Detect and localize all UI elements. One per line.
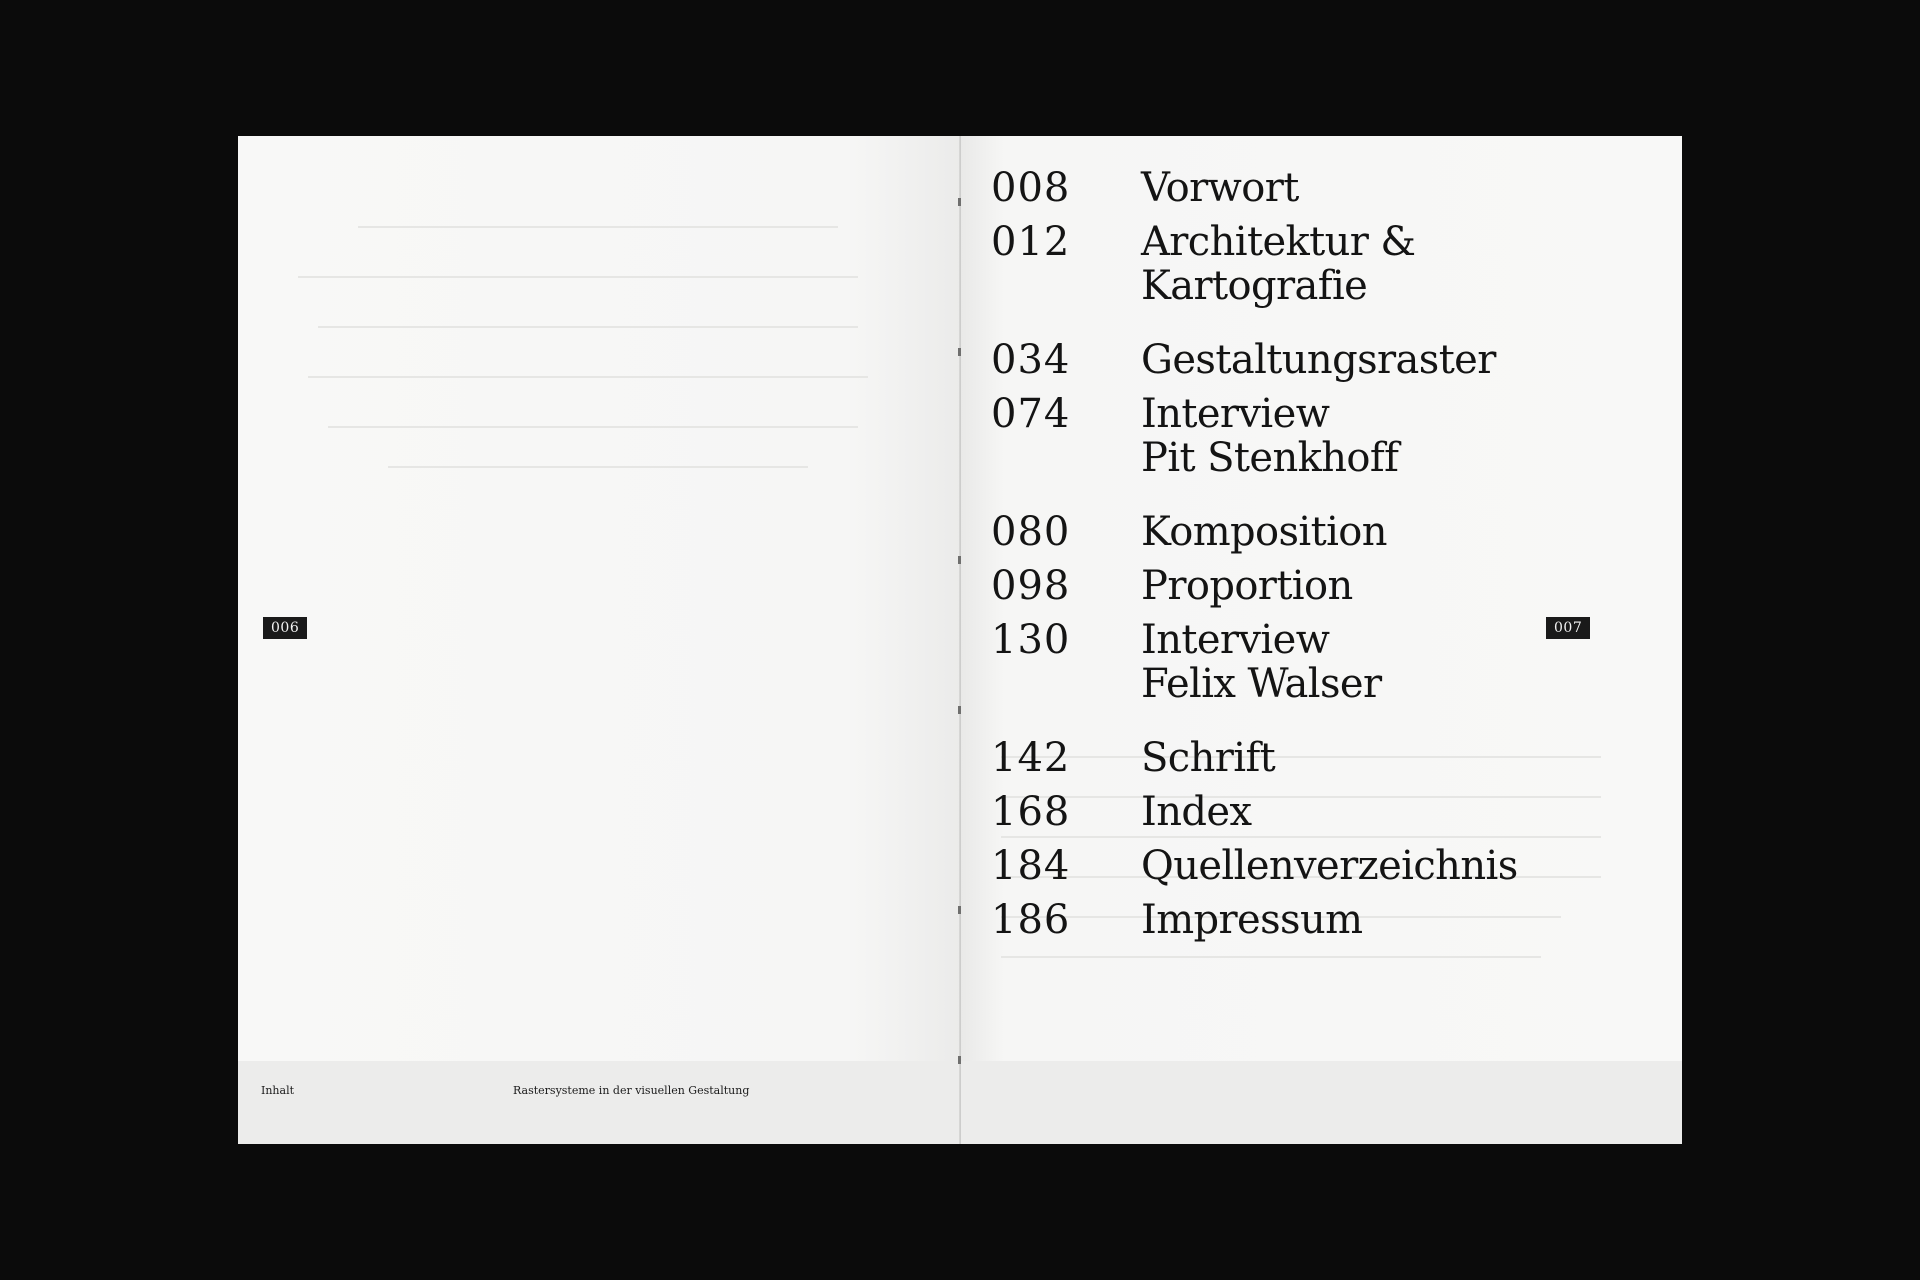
toc-title	[1141, 898, 1671, 942]
toc-title-line: Gestaltungsraster	[1141, 337, 1496, 383]
toc-page-number: 142	[991, 735, 1071, 781]
toc-page-number: 008	[991, 165, 1071, 211]
show-through-line	[328, 426, 858, 428]
page-number-badge: 007	[1546, 617, 1590, 639]
toc-title-line: Index	[1141, 789, 1252, 835]
toc-title-line: Interview	[1141, 617, 1330, 663]
toc-page-number: 168	[991, 789, 1071, 835]
show-through-line	[1001, 836, 1601, 838]
toc-page-number: 098	[991, 563, 1071, 609]
toc-title-line: Kartografie	[1141, 263, 1368, 309]
page-number-badge: 006	[263, 617, 307, 639]
toc-title-line: Felix Walser	[1141, 661, 1382, 707]
left-page	[238, 136, 961, 1144]
toc-title-line: Schrift	[1141, 735, 1276, 781]
toc-title	[1141, 166, 1671, 210]
show-through-line	[388, 466, 808, 468]
toc-title	[1141, 618, 1671, 706]
toc-title	[1141, 510, 1671, 554]
show-through-line	[318, 326, 858, 328]
show-through-line	[298, 276, 858, 278]
toc-title-line: Architektur &	[1141, 219, 1416, 265]
toc-title	[1141, 392, 1671, 480]
footer-band	[238, 1061, 961, 1144]
toc-title	[1141, 564, 1671, 608]
footer-section-label: Inhalt	[261, 1084, 295, 1097]
toc-title-line: Quellenverzeichnis	[1141, 843, 1518, 889]
toc-page-number: 186	[991, 897, 1071, 943]
toc-title-line: Proportion	[1141, 563, 1353, 609]
toc-page-number: 080	[991, 509, 1071, 555]
toc-title-line: Interview	[1141, 391, 1330, 437]
toc-page-number: 130	[991, 617, 1071, 663]
toc-title-line: Impressum	[1141, 897, 1363, 943]
right-page	[961, 136, 1682, 1144]
toc-title	[1141, 844, 1671, 888]
toc-page-number: 184	[991, 843, 1071, 889]
toc-title-line: Komposition	[1141, 509, 1387, 555]
footer-band	[961, 1061, 1682, 1144]
show-through-line	[358, 226, 838, 228]
toc-page-number: 012	[991, 219, 1071, 265]
toc-page-number: 034	[991, 337, 1071, 383]
toc-title	[1141, 736, 1671, 780]
toc-page-number: 074	[991, 391, 1071, 437]
show-through-line	[1001, 956, 1541, 958]
book-spread	[238, 136, 1682, 1144]
toc-title-line: Pit Stenkhoff	[1141, 435, 1399, 481]
toc-title	[1141, 790, 1671, 834]
toc-title-line: Vorwort	[1141, 165, 1299, 211]
toc-title	[1141, 220, 1671, 308]
toc-title	[1141, 338, 1671, 382]
show-through-line	[308, 376, 868, 378]
footer-book-title: Rastersysteme in der visuellen Gestaltung	[513, 1084, 750, 1097]
